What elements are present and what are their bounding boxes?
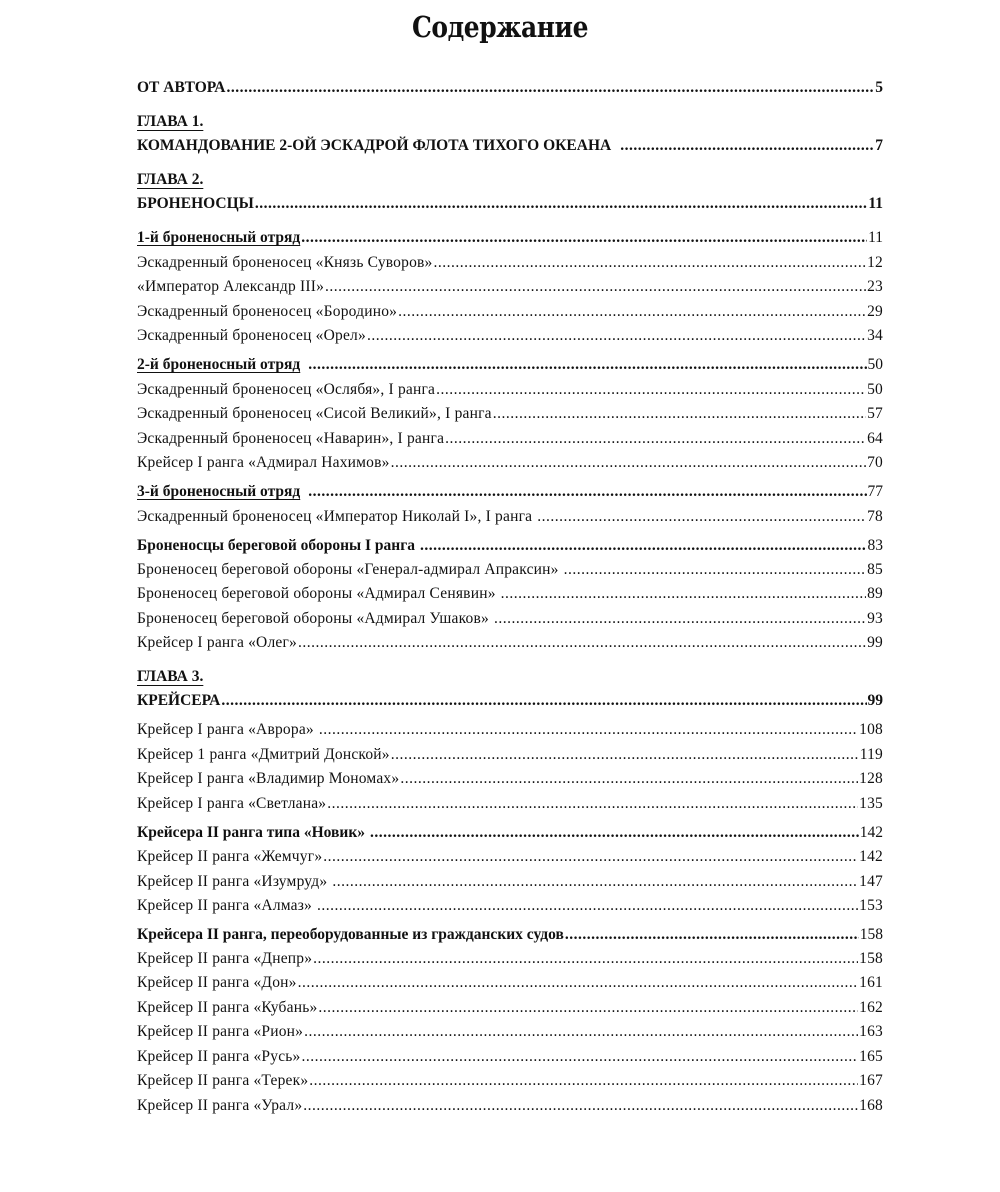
leader-dots [370, 823, 859, 843]
leader-dots [501, 584, 866, 604]
toc-label: Эскадренный броненосец «Наварин», I ранга [137, 430, 445, 447]
leader-dots [309, 1071, 858, 1091]
chapter-heading: ГЛАВА 2. [137, 171, 204, 188]
toc-row[interactable] [137, 228, 883, 248]
toc-row[interactable] [137, 404, 883, 424]
toc-page: 128 [859, 770, 883, 787]
leader-dots [493, 404, 866, 424]
leader-dots [298, 633, 866, 653]
toc-label: Крейсер I ранга «Светлана» [137, 795, 327, 812]
leader-dots [317, 896, 858, 916]
toc-label: Крейсер I ранга «Адмирал Нахимов» [137, 454, 390, 471]
toc-row[interactable] [137, 507, 883, 527]
leader-dots [420, 536, 867, 556]
leader-dots [304, 1022, 858, 1042]
toc-row[interactable] [137, 691, 883, 711]
toc-row[interactable] [137, 720, 883, 740]
toc-label: Эскадренный броненосец «Император Николай I», I ранга [137, 508, 533, 525]
leader-dots [332, 872, 858, 892]
leader-dots [255, 194, 867, 214]
leader-dots [302, 1047, 859, 1067]
toc-label: Крейсер II ранга «Урал» [137, 1097, 303, 1114]
toc-page: 78 [867, 508, 883, 525]
toc-row[interactable] [137, 794, 883, 814]
toc-label: «Император Александр III» [137, 278, 325, 295]
toc-page: 162 [859, 999, 883, 1016]
toc-label: Крейсер II ранга «Терек» [137, 1072, 309, 1089]
leader-dots [494, 609, 866, 629]
leader-dots [308, 355, 866, 375]
leader-dots [391, 745, 859, 765]
leader-dots [325, 277, 866, 297]
toc-page: 108 [859, 721, 883, 738]
toc-page: 165 [859, 1048, 883, 1065]
toc-label: Крейсер II ранга «Изумруд» [137, 873, 328, 890]
toc-row[interactable] [137, 896, 883, 916]
toc-page: 167 [859, 1072, 883, 1089]
toc-row[interactable] [137, 194, 883, 214]
toc-page: 5 [875, 79, 883, 96]
toc-row[interactable] [137, 769, 883, 789]
toc-row[interactable] [137, 973, 883, 993]
toc-page: 99 [867, 692, 883, 709]
toc-page: 168 [859, 1097, 883, 1114]
toc-label: 2-й броненосный отряд [137, 356, 301, 373]
toc-row[interactable] [137, 136, 883, 156]
leader-dots [620, 136, 874, 156]
toc-row[interactable] [137, 584, 883, 604]
toc-row[interactable] [137, 560, 883, 580]
toc-page: 50 [867, 356, 883, 373]
toc-page: 85 [867, 561, 883, 578]
toc-label: Крейсер II ранга «Кубань» [137, 999, 318, 1016]
toc-label: Крейсер II ранга «Рион» [137, 1023, 304, 1040]
toc-row[interactable] [137, 536, 883, 556]
toc-label: Крейсер II ранга «Русь» [137, 1048, 301, 1065]
leader-dots [323, 847, 858, 867]
leader-dots [445, 429, 866, 449]
toc-row[interactable] [137, 355, 883, 375]
leader-dots [318, 998, 858, 1018]
toc-page: 34 [867, 327, 883, 344]
leader-dots [308, 482, 866, 502]
toc-label: ОТ АВТОРА [137, 79, 226, 96]
toc-label: Эскадренный броненосец «Ослябя», I ранга [137, 381, 436, 398]
toc-row[interactable] [137, 745, 883, 765]
toc-page: 142 [859, 824, 883, 841]
toc-page: 163 [859, 1023, 883, 1040]
toc-page: 77 [867, 483, 883, 500]
toc-page: 135 [859, 795, 883, 812]
toc-label: Крейсер II ранга «Днепр» [137, 950, 313, 967]
toc-label: Крейсера II ранга типа «Новик» [137, 824, 366, 841]
toc-row[interactable] [137, 998, 883, 1018]
leader-dots [400, 769, 858, 789]
toc-row[interactable] [137, 1071, 883, 1091]
toc-row[interactable] [137, 253, 883, 273]
toc-label: Броненосцы береговой обороны I ранга [137, 537, 415, 554]
toc-page: 158 [859, 926, 883, 943]
toc-page: 93 [867, 610, 883, 627]
leader-dots [327, 794, 858, 814]
toc-page: 147 [859, 873, 883, 890]
leader-dots [367, 326, 866, 346]
toc-page: 119 [859, 746, 883, 763]
toc-row[interactable] [137, 872, 883, 892]
toc-page: 161 [859, 974, 883, 991]
toc-page: 12 [867, 254, 883, 271]
toc-row[interactable] [137, 277, 883, 297]
toc-label: Броненосец береговой обороны «Адмирал Сенявин» [137, 585, 496, 602]
leader-dots [301, 228, 867, 248]
toc-label: Броненосец береговой обороны «Генерал-адмирал Апраксин» [137, 561, 559, 578]
leader-dots [434, 253, 867, 273]
leader-dots [298, 973, 859, 993]
toc-row[interactable] [137, 380, 883, 400]
leader-dots [221, 691, 866, 711]
toc-label: Крейсер II ранга «Жемчуг» [137, 848, 323, 865]
leader-dots [564, 560, 866, 580]
toc-label: Броненосец береговой обороны «Адмирал Ушаков» [137, 610, 489, 627]
toc-page: 50 [867, 381, 883, 398]
toc-row[interactable] [137, 633, 883, 653]
toc-row[interactable] [137, 949, 883, 969]
toc-page: 70 [867, 454, 883, 471]
toc-page: 11 [868, 195, 883, 212]
leader-dots [436, 380, 866, 400]
toc-page: 57 [867, 405, 883, 422]
toc-row[interactable] [137, 1022, 883, 1042]
toc-page: 142 [859, 848, 883, 865]
toc-row[interactable] [137, 1047, 883, 1067]
toc-row[interactable] [137, 1096, 883, 1116]
toc-row[interactable] [137, 823, 883, 843]
toc-label: Крейсер 1 ранга «Дмитрий Донской» [137, 746, 390, 763]
toc-label: 1-й броненосный отряд [137, 229, 301, 246]
toc-row[interactable] [137, 302, 883, 322]
toc-label: БРОНЕНОСЦЫ [137, 195, 254, 212]
leader-dots [313, 949, 858, 969]
leader-dots [391, 453, 867, 473]
toc-page: 23 [867, 278, 883, 295]
leader-dots [319, 720, 858, 740]
toc-page: 7 [875, 137, 883, 154]
leader-dots [565, 925, 859, 945]
toc-label: Крейсер I ранга «Олег» [137, 634, 297, 651]
toc-label: Крейсер II ранга «Алмаз» [137, 897, 313, 914]
toc-label: 3-й броненосный отряд [137, 483, 301, 500]
toc-page: 89 [867, 585, 883, 602]
toc-label: КРЕЙСЕРА [137, 692, 221, 709]
leader-dots [537, 507, 866, 527]
leader-dots [398, 302, 866, 322]
toc-page: 99 [867, 634, 883, 651]
toc-page: 83 [867, 537, 883, 554]
chapter-heading: ГЛАВА 3. [137, 668, 204, 685]
page-title: Содержание [411, 10, 589, 44]
toc-row[interactable] [137, 482, 883, 502]
toc-page: 64 [867, 430, 883, 447]
toc-label: Крейсер I ранга «Владимир Мономах» [137, 770, 400, 787]
toc-label: Крейсер II ранга «Дон» [137, 974, 297, 991]
toc-page: 158 [859, 950, 883, 967]
leader-dots [303, 1096, 858, 1116]
chapter-heading: ГЛАВА 1. [137, 113, 204, 130]
toc-label: Крейсера II ранга, переоборудованные из гражданских судов [137, 926, 564, 943]
toc-label: Крейсер I ранга «Аврора» [137, 721, 314, 738]
toc-row[interactable] [137, 326, 883, 346]
toc-label: Эскадренный броненосец «Сисой Великий», I ранга [137, 405, 492, 422]
leader-dots [226, 78, 874, 98]
toc-label: Эскадренный броненосец «Бородино» [137, 303, 398, 320]
toc-row[interactable] [137, 78, 883, 98]
toc-row[interactable] [137, 609, 883, 629]
toc-row[interactable] [137, 925, 883, 945]
toc-row[interactable] [137, 453, 883, 473]
toc-page: 29 [867, 303, 883, 320]
toc-label: Эскадренный броненосец «Орел» [137, 327, 366, 344]
toc-row[interactable] [137, 847, 883, 867]
toc-page: 153 [859, 897, 883, 914]
toc-label: Эскадренный броненосец «Князь Суворов» [137, 254, 433, 271]
toc-label: КОМАНДОВАНИЕ 2-ОЙ ЭСКАДРОЙ ФЛОТА ТИХОГО ОКЕАНА [137, 137, 612, 154]
toc-page: 11 [868, 229, 883, 246]
toc-row[interactable] [137, 429, 883, 449]
